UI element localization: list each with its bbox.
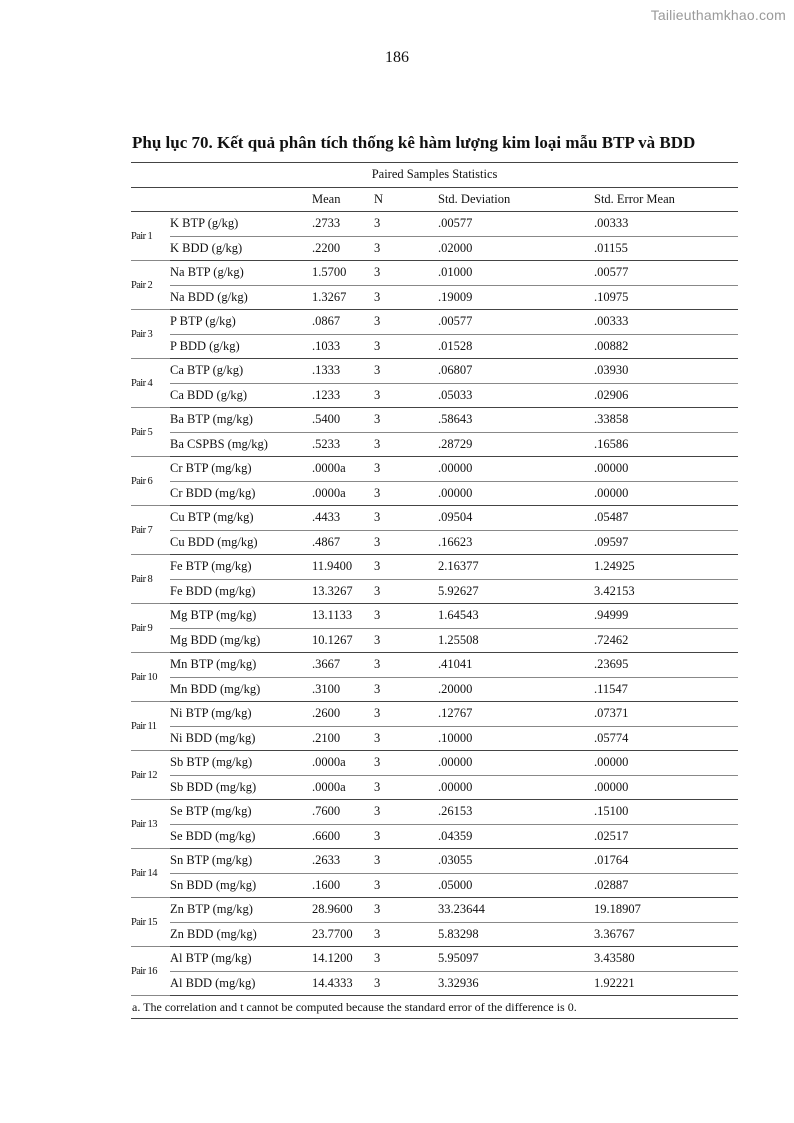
cell-n: 3 <box>374 677 438 702</box>
table-row <box>131 873 738 898</box>
cell-n: 3 <box>374 383 438 408</box>
table-row <box>131 530 738 555</box>
cell-variable: Ni BTP (mg/kg) <box>170 702 312 727</box>
cell-variable: Ca BTP (g/kg) <box>170 359 312 384</box>
cell-variable: Ba CSPBS (mg/kg) <box>170 432 312 457</box>
cell-n: 3 <box>374 261 438 286</box>
cell-n: 3 <box>374 530 438 555</box>
cell-std-error-mean: .05487 <box>594 506 738 531</box>
cell-std-deviation: 5.83298 <box>438 922 594 947</box>
pair-label: Pair 2 <box>131 261 170 310</box>
cell-std-error-mean: 3.36767 <box>594 922 738 947</box>
header-n: N <box>374 187 438 212</box>
cell-n: 3 <box>374 457 438 482</box>
cell-n: 3 <box>374 359 438 384</box>
cell-std-error-mean: 1.24925 <box>594 555 738 580</box>
cell-mean: 23.7700 <box>312 922 374 947</box>
cell-std-error-mean: .00000 <box>594 751 738 776</box>
pair-label: Pair 5 <box>131 408 170 457</box>
cell-n: 3 <box>374 751 438 776</box>
cell-std-error-mean: .00000 <box>594 481 738 506</box>
cell-n: 3 <box>374 285 438 310</box>
cell-std-deviation: .05033 <box>438 383 594 408</box>
cell-variable: K BTP (g/kg) <box>170 212 312 237</box>
table-row <box>131 702 738 727</box>
cell-variable: Mg BTP (mg/kg) <box>170 604 312 629</box>
cell-variable: Fe BDD (mg/kg) <box>170 579 312 604</box>
cell-std-deviation: .26153 <box>438 800 594 825</box>
cell-std-deviation: 3.32936 <box>438 971 594 996</box>
cell-n: 3 <box>374 898 438 923</box>
cell-std-error-mean: .94999 <box>594 604 738 629</box>
table-caption-row <box>131 163 738 188</box>
cell-mean: .4867 <box>312 530 374 555</box>
cell-mean: 13.1133 <box>312 604 374 629</box>
cell-std-deviation: .04359 <box>438 824 594 849</box>
cell-std-error-mean: .00882 <box>594 334 738 359</box>
watermark: Tailieuthamkhao.com <box>650 7 786 23</box>
cell-mean: 10.1267 <box>312 628 374 653</box>
cell-std-error-mean: .33858 <box>594 408 738 433</box>
header-std-deviation: Std. Deviation <box>438 187 594 212</box>
cell-n: 3 <box>374 922 438 947</box>
cell-variable: Cr BTP (mg/kg) <box>170 457 312 482</box>
cell-variable: Na BTP (g/kg) <box>170 261 312 286</box>
cell-std-deviation: 5.95097 <box>438 947 594 972</box>
cell-mean: 14.4333 <box>312 971 374 996</box>
cell-std-error-mean: .00000 <box>594 457 738 482</box>
cell-n: 3 <box>374 506 438 531</box>
cell-std-deviation: 1.64543 <box>438 604 594 629</box>
cell-std-error-mean: .00000 <box>594 775 738 800</box>
table-row <box>131 432 738 457</box>
cell-mean: .0000a <box>312 481 374 506</box>
pair-label: Pair 3 <box>131 310 170 359</box>
cell-n: 3 <box>374 579 438 604</box>
cell-n: 3 <box>374 481 438 506</box>
cell-std-deviation: 1.25508 <box>438 628 594 653</box>
cell-std-error-mean: .09597 <box>594 530 738 555</box>
cell-std-deviation: .03055 <box>438 849 594 874</box>
header-variable <box>170 187 312 212</box>
cell-variable: Ca BDD (g/kg) <box>170 383 312 408</box>
cell-std-deviation: 2.16377 <box>438 555 594 580</box>
pair-label: Pair 6 <box>131 457 170 506</box>
paired-samples-statistics-table <box>131 162 738 1019</box>
table-row <box>131 212 738 237</box>
header-std-error-mean: Std. Error Mean <box>594 187 738 212</box>
cell-mean: .7600 <box>312 800 374 825</box>
cell-std-deviation: .01000 <box>438 261 594 286</box>
cell-std-deviation: .16623 <box>438 530 594 555</box>
pair-label: Pair 8 <box>131 555 170 604</box>
cell-variable: Mn BDD (mg/kg) <box>170 677 312 702</box>
page-number: 186 <box>385 49 409 66</box>
cell-variable: Al BTP (mg/kg) <box>170 947 312 972</box>
table-row <box>131 310 738 335</box>
cell-variable: Sb BDD (mg/kg) <box>170 775 312 800</box>
table-row <box>131 726 738 751</box>
table-row <box>131 849 738 874</box>
cell-variable: Na BDD (g/kg) <box>170 285 312 310</box>
table-row <box>131 751 738 776</box>
cell-mean: .2200 <box>312 236 374 261</box>
cell-std-deviation: .41041 <box>438 653 594 678</box>
cell-std-deviation: .00000 <box>438 775 594 800</box>
cell-variable: Zn BTP (mg/kg) <box>170 898 312 923</box>
cell-mean: 1.3267 <box>312 285 374 310</box>
cell-n: 3 <box>374 726 438 751</box>
cell-std-deviation: .00000 <box>438 457 594 482</box>
cell-std-deviation: .06807 <box>438 359 594 384</box>
cell-std-error-mean: 1.92221 <box>594 971 738 996</box>
cell-mean: .4433 <box>312 506 374 531</box>
cell-mean: .1333 <box>312 359 374 384</box>
cell-variable: Mn BTP (mg/kg) <box>170 653 312 678</box>
pair-label: Pair 12 <box>131 751 170 800</box>
table-row <box>131 947 738 972</box>
table-header-row <box>131 187 738 212</box>
table-row <box>131 261 738 286</box>
table-row <box>131 457 738 482</box>
header-pair <box>131 187 170 212</box>
table-caption: Paired Samples Statistics <box>131 163 738 188</box>
cell-variable: Cr BDD (mg/kg) <box>170 481 312 506</box>
table-row <box>131 555 738 580</box>
cell-n: 3 <box>374 334 438 359</box>
cell-std-error-mean: .01155 <box>594 236 738 261</box>
cell-mean: .0000a <box>312 775 374 800</box>
cell-variable: Ni BDD (mg/kg) <box>170 726 312 751</box>
cell-std-deviation: 5.92627 <box>438 579 594 604</box>
cell-variable: P BDD (g/kg) <box>170 334 312 359</box>
header-mean: Mean <box>312 187 374 212</box>
table-row <box>131 579 738 604</box>
cell-std-error-mean: .02887 <box>594 873 738 898</box>
cell-std-error-mean: .23695 <box>594 653 738 678</box>
pair-label: Pair 14 <box>131 849 170 898</box>
pair-label: Pair 9 <box>131 604 170 653</box>
table-row <box>131 677 738 702</box>
pair-label: Pair 7 <box>131 506 170 555</box>
table-row <box>131 775 738 800</box>
cell-mean: .1600 <box>312 873 374 898</box>
cell-n: 3 <box>374 775 438 800</box>
cell-variable: Cu BDD (mg/kg) <box>170 530 312 555</box>
table-row <box>131 383 738 408</box>
cell-variable: Mg BDD (mg/kg) <box>170 628 312 653</box>
table-row <box>131 653 738 678</box>
cell-std-error-mean: .02906 <box>594 383 738 408</box>
cell-mean: 14.1200 <box>312 947 374 972</box>
cell-std-error-mean: .15100 <box>594 800 738 825</box>
table-row <box>131 971 738 996</box>
cell-n: 3 <box>374 849 438 874</box>
cell-n: 3 <box>374 408 438 433</box>
cell-std-error-mean: 3.42153 <box>594 579 738 604</box>
footnote-row <box>131 996 738 1019</box>
cell-std-deviation: .00000 <box>438 751 594 776</box>
cell-std-error-mean: .72462 <box>594 628 738 653</box>
cell-mean: .2100 <box>312 726 374 751</box>
pair-label: Pair 11 <box>131 702 170 751</box>
cell-std-deviation: .01528 <box>438 334 594 359</box>
cell-std-error-mean: .10975 <box>594 285 738 310</box>
table-row <box>131 334 738 359</box>
cell-mean: 13.3267 <box>312 579 374 604</box>
cell-variable: Zn BDD (mg/kg) <box>170 922 312 947</box>
cell-variable: Sn BDD (mg/kg) <box>170 873 312 898</box>
cell-std-error-mean: 3.43580 <box>594 947 738 972</box>
cell-std-error-mean: .16586 <box>594 432 738 457</box>
cell-n: 3 <box>374 653 438 678</box>
cell-variable: P BTP (g/kg) <box>170 310 312 335</box>
pair-label: Pair 10 <box>131 653 170 702</box>
table-row <box>131 898 738 923</box>
table-row <box>131 800 738 825</box>
cell-mean: .5233 <box>312 432 374 457</box>
cell-std-deviation: .28729 <box>438 432 594 457</box>
cell-mean: .0000a <box>312 457 374 482</box>
table-body <box>131 212 738 996</box>
cell-variable: Cu BTP (mg/kg) <box>170 506 312 531</box>
cell-n: 3 <box>374 604 438 629</box>
table-row <box>131 481 738 506</box>
cell-n: 3 <box>374 628 438 653</box>
cell-std-error-mean: .11547 <box>594 677 738 702</box>
cell-variable: Sn BTP (mg/kg) <box>170 849 312 874</box>
cell-mean: .6600 <box>312 824 374 849</box>
pair-label: Pair 4 <box>131 359 170 408</box>
cell-variable: Fe BTP (mg/kg) <box>170 555 312 580</box>
cell-n: 3 <box>374 824 438 849</box>
cell-std-error-mean: .00333 <box>594 310 738 335</box>
cell-variable: Al BDD (mg/kg) <box>170 971 312 996</box>
pair-label: Pair 1 <box>131 212 170 261</box>
table-row <box>131 922 738 947</box>
cell-mean: .0867 <box>312 310 374 335</box>
cell-variable: Se BDD (mg/kg) <box>170 824 312 849</box>
cell-n: 3 <box>374 971 438 996</box>
cell-std-deviation: 33.23644 <box>438 898 594 923</box>
table-row <box>131 628 738 653</box>
cell-variable: Sb BTP (mg/kg) <box>170 751 312 776</box>
cell-n: 3 <box>374 212 438 237</box>
table-row <box>131 359 738 384</box>
cell-mean: .0000a <box>312 751 374 776</box>
cell-mean: .3667 <box>312 653 374 678</box>
cell-std-deviation: .02000 <box>438 236 594 261</box>
cell-variable: K BDD (g/kg) <box>170 236 312 261</box>
cell-std-deviation: .00577 <box>438 212 594 237</box>
pair-label: Pair 16 <box>131 947 170 996</box>
cell-std-deviation: .58643 <box>438 408 594 433</box>
cell-n: 3 <box>374 800 438 825</box>
pair-label: Pair 13 <box>131 800 170 849</box>
cell-std-error-mean: .00577 <box>594 261 738 286</box>
cell-n: 3 <box>374 947 438 972</box>
cell-std-deviation: .10000 <box>438 726 594 751</box>
cell-mean: .2600 <box>312 702 374 727</box>
pair-label: Pair 15 <box>131 898 170 947</box>
cell-mean: 11.9400 <box>312 555 374 580</box>
cell-std-deviation: .19009 <box>438 285 594 310</box>
cell-std-error-mean: .03930 <box>594 359 738 384</box>
cell-mean: .5400 <box>312 408 374 433</box>
table-row <box>131 506 738 531</box>
cell-std-error-mean: .00333 <box>594 212 738 237</box>
cell-n: 3 <box>374 702 438 727</box>
cell-mean: .3100 <box>312 677 374 702</box>
cell-variable: Se BTP (mg/kg) <box>170 800 312 825</box>
cell-std-error-mean: .01764 <box>594 849 738 874</box>
appendix-title: Phụ lục 70. Kết quả phân tích thống kê hàm lượng kim loại mẫu BTP và BDD <box>132 133 696 152</box>
cell-n: 3 <box>374 236 438 261</box>
cell-mean: 1.5700 <box>312 261 374 286</box>
table-row <box>131 824 738 849</box>
table-row <box>131 408 738 433</box>
cell-mean: .1233 <box>312 383 374 408</box>
cell-n: 3 <box>374 873 438 898</box>
cell-std-deviation: .09504 <box>438 506 594 531</box>
cell-std-error-mean: .05774 <box>594 726 738 751</box>
cell-std-error-mean: .02517 <box>594 824 738 849</box>
cell-mean: .2633 <box>312 849 374 874</box>
cell-n: 3 <box>374 310 438 335</box>
cell-std-deviation: .05000 <box>438 873 594 898</box>
cell-mean: .2733 <box>312 212 374 237</box>
cell-std-deviation: .00577 <box>438 310 594 335</box>
cell-mean: 28.9600 <box>312 898 374 923</box>
cell-n: 3 <box>374 555 438 580</box>
table-row <box>131 604 738 629</box>
table-row <box>131 236 738 261</box>
cell-std-deviation: .20000 <box>438 677 594 702</box>
cell-variable: Ba BTP (mg/kg) <box>170 408 312 433</box>
cell-std-error-mean: .07371 <box>594 702 738 727</box>
cell-std-deviation: .12767 <box>438 702 594 727</box>
cell-std-deviation: .00000 <box>438 481 594 506</box>
cell-n: 3 <box>374 432 438 457</box>
cell-mean: .1033 <box>312 334 374 359</box>
cell-std-error-mean: 19.18907 <box>594 898 738 923</box>
table-row <box>131 285 738 310</box>
table-footnote: a. The correlation and t cannot be computed because the standard error of the difference is 0. <box>131 996 738 1019</box>
